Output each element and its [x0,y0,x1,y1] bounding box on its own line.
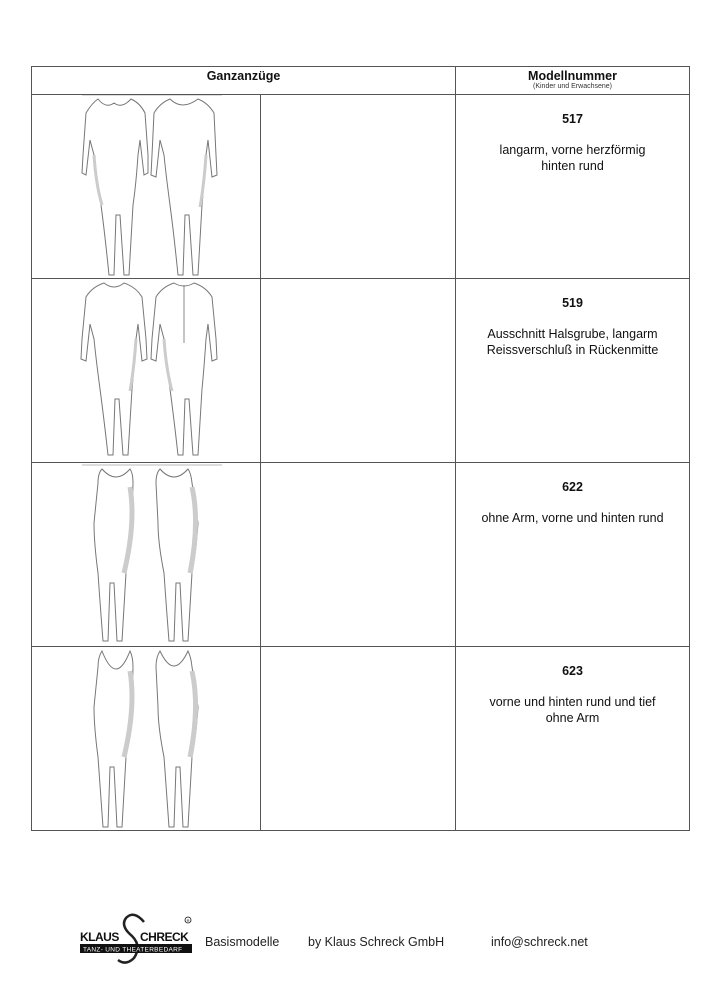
footer-email[interactable]: info@schreck.net [491,935,588,949]
garment-illustration-517 [32,95,261,278]
model-info-cell [456,463,689,646]
model-info-cell [456,95,689,278]
model-info-cell [456,647,689,830]
klaus-schreck-logo [78,908,196,968]
column-header-garments [32,67,456,95]
model-row-623 [32,647,689,830]
blank-cell [261,463,456,646]
model-description [462,142,683,174]
garment-illustration-cell [32,463,261,646]
model-description-line1: ohne Arm, vorne und hinten rund [481,511,664,525]
garment-illustration-cell [32,95,261,278]
page-footer [78,908,638,968]
blank-cell [261,279,456,462]
footer-company: by Klaus Schreck GmbH [308,935,445,949]
column-header-model [456,67,689,95]
model-description-line1: vorne und hinten rund und tief [489,695,656,709]
footer-tagline: Basismodelle [205,935,280,949]
model-number: 623 [562,664,583,678]
svg-text:KLAUS: KLAUS [80,930,119,944]
blank-cell [261,95,456,278]
model-description-line2: ohne Arm [545,711,600,725]
garment-illustration-cell [32,647,261,830]
model-description [462,694,683,726]
column-title-model: Modellnummer [528,69,617,83]
model-info-cell [456,279,689,462]
catalog-table [31,66,690,831]
model-number: 519 [562,296,583,310]
model-row-517 [32,95,689,279]
model-row-519 [32,279,689,463]
svg-text:CHRECK: CHRECK [140,930,189,944]
model-description-line2: Reissverschluß in Rückenmitte [486,343,659,357]
garment-illustration-519 [32,279,261,462]
svg-text:TANZ- UND THEATERBEDARF: TANZ- UND THEATERBEDARF [83,946,183,954]
model-number: 622 [562,480,583,494]
model-description [462,326,683,358]
column-title-garments: Ganzanzüge [206,69,281,83]
column-subtitle-model: (Kinder und Erwachsene) [533,83,612,90]
model-number: 517 [562,112,583,126]
model-description [462,510,683,526]
model-description-line1: langarm, vorne herzförmig [499,143,646,157]
garment-illustration-cell [32,279,261,462]
model-row-622 [32,463,689,647]
model-description-line2: hinten rund [541,159,604,173]
svg-text:R: R [186,918,190,923]
model-description-line1: Ausschnitt Halsgrube, langarm [487,327,658,341]
garment-illustration-622 [32,463,261,646]
blank-cell [261,647,456,830]
garment-illustration-623 [32,647,261,830]
